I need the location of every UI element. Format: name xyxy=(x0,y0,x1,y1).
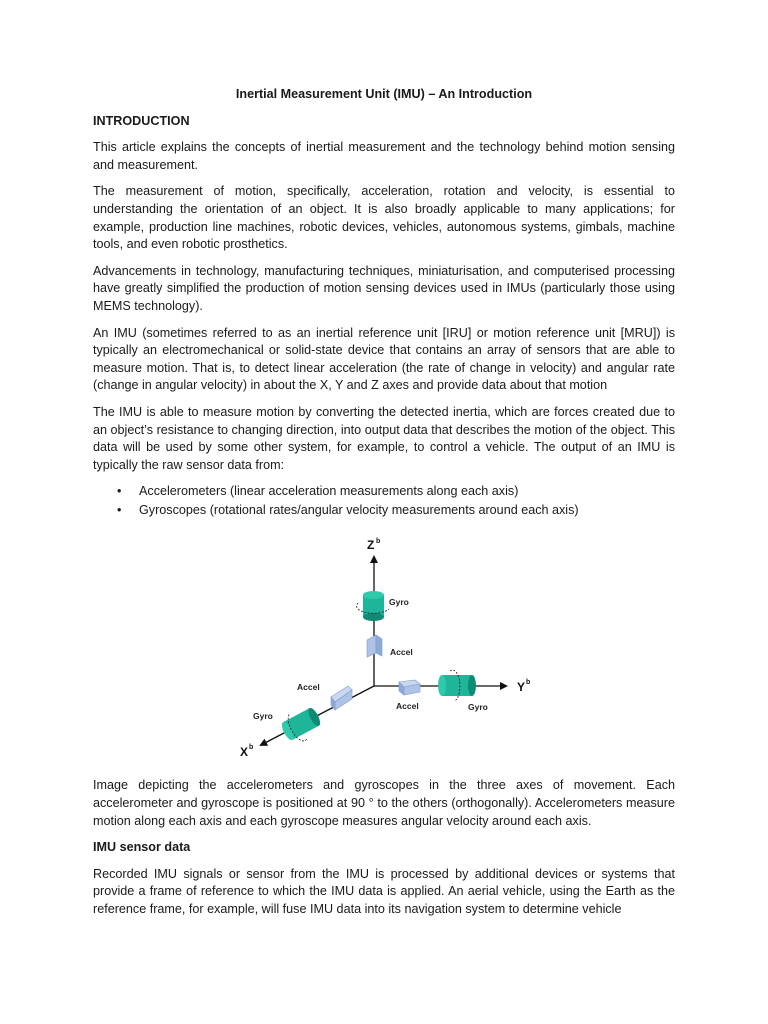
imu-axes-diagram xyxy=(93,529,675,765)
bullet-icon: • xyxy=(117,502,122,517)
intro-paragraph-2: The measurement of motion, specifically, acceleration, rotation and velocity, is essential to understanding the orientation of an object. It is also broadly applicable to many applications; for example, production line machines, robotic devices, vehicles, autonomous systems, gimbals, machine tools, and even robotic prosthetics. xyxy=(93,184,675,252)
section-heading-introduction: INTRODUCTION xyxy=(93,113,190,128)
z-gyro-label: Gyro xyxy=(389,597,409,608)
bullet-icon: • xyxy=(117,484,122,499)
intro-paragraph-4: An IMU (sometimes referred to as an inertial reference unit [IRU] or motion reference unit [MRU]) is typically an electromechanical or solid-state device that contains an array of sensors that are able to measure motion. That is, to detect linear acceleration (the rate of change in velocity) and angular rate (change in angular velocity) in about the X, Y and Z axes and provide data about that motion xyxy=(93,325,675,393)
y-accel-label: Accel xyxy=(396,701,419,712)
y-gyro-icon xyxy=(438,671,476,702)
z-accel-icon xyxy=(367,635,382,657)
x-axis-label: X xyxy=(240,745,249,760)
section-heading-imu-sensor-data: IMU sensor data xyxy=(93,840,191,855)
intro-paragraph-5: The IMU is able to measure motion by converting the detected inertia, which are forces created due to an object’s resistance to changing direction, into output data that describes the motion of the object. This data will be used by some other system, for example, to control a vehicle. The output of an IMU is typically the raw sensor data from: xyxy=(93,404,675,472)
y-axis-label: Y xyxy=(517,680,526,695)
sensor-data-paragraph: Recorded IMU signals or sensor from the IMU is processed by additional devices or systems that provide a frame of reference to which the IMU data is applied. An aerial vehicle, using the Earth as the reference frame, for example, will fuse IMU data into its navigation system to determine vehicle xyxy=(93,866,675,917)
bullet-item-gyroscopes xyxy=(93,502,675,520)
intro-paragraph-1: This article explains the concepts of inertial measurement and the technology behind motion sensing and measurement. xyxy=(93,140,675,172)
bullet-item-accelerometers xyxy=(93,483,675,501)
y-accel-icon xyxy=(399,680,420,695)
sensor-bullet-list xyxy=(93,483,675,519)
z-accel-label: Accel xyxy=(390,647,413,658)
document-page xyxy=(93,86,675,928)
x-axis-superscript: b xyxy=(249,744,254,752)
z-axis-label: Z xyxy=(367,538,375,553)
z-axis-superscript: b xyxy=(376,538,381,546)
figure-caption: Image depicting the accelerometers and gyroscopes in the three axes of movement. Each accelerometer and gyroscope is positioned at 90 ° to the others (orthogonally). Accelerometers measure motion along each axis and each gyroscope measures angular velocity around each axis. xyxy=(93,778,675,828)
z-gyro-icon xyxy=(356,591,389,621)
bullet-text: Gyroscopes (rotational rates/angular velocity measurements around each axis) xyxy=(139,502,579,517)
x-gyro-icon xyxy=(278,703,326,748)
intro-paragraph-3: Advancements in technology, manufacturing techniques, miniaturisation, and computerised processing have greatly simplified the production of motion sensing devices used in IMUs (particularly those using MEMS technology). xyxy=(93,263,675,313)
x-accel-label: Accel xyxy=(297,682,320,693)
x-gyro-label: Gyro xyxy=(253,711,273,722)
y-axis-superscript: b xyxy=(526,679,531,687)
bullet-text: Accelerometers (linear acceleration measurements along each axis) xyxy=(139,484,519,499)
y-gyro-label: Gyro xyxy=(468,702,488,713)
document-title: Inertial Measurement Unit (IMU) – An Introduction xyxy=(235,87,533,101)
x-accel-icon xyxy=(331,686,352,710)
